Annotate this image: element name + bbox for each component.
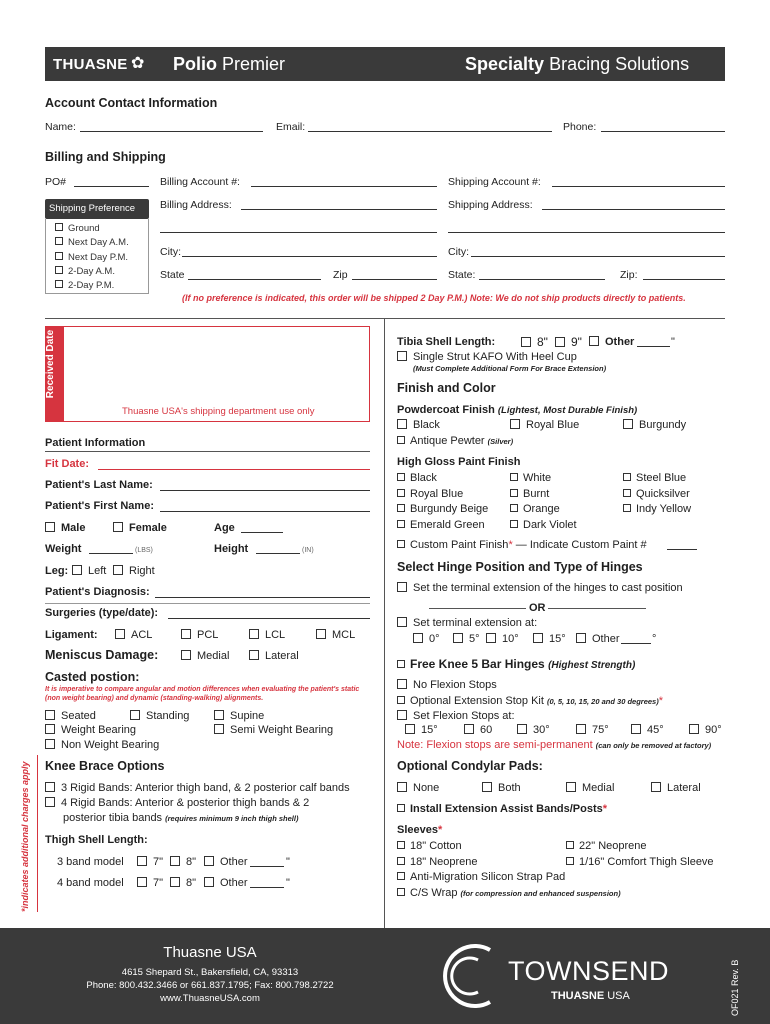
- po-field[interactable]: [74, 186, 149, 187]
- shipping-address-label: Shipping Address:: [448, 199, 533, 211]
- shipping-state-field[interactable]: [479, 279, 605, 280]
- phone-field[interactable]: [601, 131, 725, 132]
- shipping-address-field-2[interactable]: [448, 232, 725, 233]
- band4-inch-mark: ": [286, 877, 290, 889]
- semi-weight-bearing-checkbox[interactable]: Semi Weight Bearing: [214, 724, 333, 736]
- meniscus-label: Meniscus Damage:: [45, 648, 159, 662]
- billing-address-field[interactable]: [241, 209, 437, 210]
- shipping-account-label: Shipping Account #:: [448, 176, 541, 188]
- gloss-black-checkbox[interactable]: Black: [397, 471, 488, 487]
- last-name-label: Patient's Last Name:: [45, 479, 153, 491]
- male-checkbox[interactable]: Male: [45, 522, 85, 534]
- phone-label: Phone:: [563, 121, 597, 133]
- sleeves-col-2: [566, 839, 714, 870]
- no-flexion-checkbox[interactable]: No Flexion Stops: [397, 679, 497, 691]
- leg-left-checkbox[interactable]: Left: [72, 565, 106, 577]
- name-label: Name:: [45, 121, 76, 133]
- terminal-15-checkbox[interactable]: 15°: [533, 633, 566, 645]
- supine-checkbox[interactable]: Supine: [214, 710, 264, 722]
- sleeve-comfort-thigh-checkbox[interactable]: 1/16" Comfort Thigh Sleeve: [566, 855, 714, 871]
- four-band-checkbox[interactable]: 4 Rigid Bands: Anterior & posterior thigh bands & 2: [45, 797, 309, 809]
- shipping-address-field[interactable]: [542, 209, 725, 210]
- gloss-steel-blue-checkbox[interactable]: Steel Blue: [623, 471, 691, 487]
- three-band-checkbox[interactable]: 3 Rigid Bands: Anterior thigh band, & 2 posterior calf bands: [45, 782, 350, 794]
- shipping-zip-label: Zip:: [620, 269, 638, 281]
- billing-account-label: Billing Account #:: [160, 176, 240, 188]
- terminal-5-checkbox[interactable]: 5°: [453, 633, 480, 645]
- side-note: *indicates additional charges apply: [20, 761, 30, 912]
- casted-note: It is imperative to compare angular and motion differences when evaluating the patient's static (non weight bearing) and dynamic (standing-walking) alignments.: [45, 686, 360, 702]
- condylar-title: Optional Condylar Pads:: [397, 759, 543, 773]
- gloss-col-3: [623, 471, 691, 518]
- lcl-checkbox[interactable]: LCL: [249, 629, 285, 641]
- tibia-inch-mark: ": [671, 336, 675, 348]
- band3-label: 3 band model: [57, 856, 124, 868]
- condylar-medial-checkbox[interactable]: Medial: [566, 782, 614, 794]
- tibia-other-field[interactable]: [637, 346, 670, 347]
- seated-checkbox[interactable]: Seated: [45, 710, 96, 722]
- billing-zip-field[interactable]: [352, 279, 437, 280]
- meniscus-medial-checkbox[interactable]: Medial: [181, 650, 229, 662]
- leg-label: Leg:: [45, 565, 69, 577]
- powder-title: Powdercoat Finish (Lightest, Most Durable Finish): [397, 404, 638, 416]
- custom-paint-checkbox[interactable]: Custom Paint Finish* — Indicate Custom Paint #: [397, 539, 647, 551]
- single-strut-checkbox[interactable]: Single Strut KAFO With Heel Cup: [397, 351, 577, 363]
- billing-state-field[interactable]: [188, 279, 321, 280]
- footer-address: 4615 Shepard St., Bakersfield, CA, 93313: [121, 967, 299, 978]
- sleeve-cs-wrap-checkbox[interactable]: C/S Wrap (for compression and enhanced suspension): [397, 886, 621, 902]
- footer: [0, 928, 770, 1024]
- terminal-extension-checkbox[interactable]: Set terminal extension at:: [397, 617, 537, 629]
- powder-black-checkbox[interactable]: Black: [397, 419, 440, 431]
- brand-logo: THUASNE: [53, 56, 128, 73]
- tibia-other-checkbox[interactable]: Other: [589, 336, 634, 348]
- band4-other-checkbox[interactable]: Other: [204, 877, 248, 889]
- footer-brand-sub: THUASNE USA: [551, 990, 630, 1002]
- pref-next-day-pm[interactable]: Next Day P.M.: [55, 251, 129, 265]
- side-note-rule: [37, 755, 38, 912]
- single-strut-note: (Must Complete Additional Form For Brace Extension): [413, 364, 607, 373]
- billing-state-label: State: [160, 269, 185, 281]
- received-date-note: Thuasne USA's shipping department use only: [122, 406, 315, 417]
- shipping-note: (If no preference is indicated, this order will be shipped 2 Day P.M.) Note: We do not ship products directly to patients.: [182, 293, 686, 303]
- meniscus-lateral-checkbox[interactable]: Lateral: [249, 650, 299, 662]
- footer-brand: TOWNSEND: [508, 956, 670, 986]
- shipping-city-label: City:: [448, 246, 469, 258]
- sleeve-anti-migration-checkbox[interactable]: Anti-Migration Silicon Strap Pad: [397, 870, 621, 886]
- po-label: PO#: [45, 176, 67, 188]
- thigh-shell-title: Thigh Shell Length:: [45, 834, 148, 846]
- product-title: Polio Premier: [173, 54, 286, 74]
- flex-45-checkbox[interactable]: 45°: [631, 724, 664, 736]
- gloss-royal-blue-checkbox[interactable]: Royal Blue: [397, 487, 488, 503]
- condylar-none-checkbox[interactable]: None: [397, 782, 439, 794]
- band3-other-field[interactable]: [250, 866, 284, 867]
- band3-inch-mark: ": [286, 856, 290, 868]
- band4-label: 4 band model: [57, 877, 124, 889]
- footer-phone: Phone: 800.432.3466 or 661.837.1795; Fax: 800.798.2722: [86, 980, 334, 991]
- shipping-city-field[interactable]: [471, 256, 725, 257]
- sleeve-18-cotton-checkbox[interactable]: 18" Cotton: [397, 839, 621, 855]
- footer-company: Thuasne USA: [163, 944, 257, 961]
- shipping-state-label: State:: [448, 269, 476, 281]
- free-knee-checkbox[interactable]: Free Knee 5 Bar Hinges (Highest Strength): [397, 657, 635, 671]
- optional-extension-checkbox[interactable]: Optional Extension Stop Kit (0, 5, 10, 15, 20 and 30 degrees)*: [397, 695, 663, 707]
- flex-30-checkbox[interactable]: 30°: [517, 724, 550, 736]
- flexion-note: Note: Flexion stops are semi-permanent (can only be removed at factory): [397, 739, 712, 751]
- gloss-col-2: [510, 471, 577, 533]
- form-code: OF021 Rev. B: [730, 959, 740, 1016]
- band4-8-checkbox[interactable]: 8": [170, 877, 196, 889]
- tibia-8-checkbox[interactable]: 8": [521, 335, 548, 349]
- standing-checkbox[interactable]: Standing: [130, 710, 189, 722]
- pcl-checkbox[interactable]: PCL: [181, 629, 218, 641]
- gloss-quicksilver-checkbox[interactable]: Quicksilver: [623, 487, 691, 503]
- band4-7-checkbox[interactable]: 7": [137, 877, 163, 889]
- first-name-label: Patient's First Name:: [45, 500, 154, 512]
- gloss-emerald-green-checkbox[interactable]: Emerald Green: [397, 518, 488, 534]
- gloss-white-checkbox[interactable]: White: [510, 471, 577, 487]
- tibia-label: Tibia Shell Length:: [397, 336, 496, 348]
- terminal-0-checkbox[interactable]: 0°: [413, 633, 440, 645]
- sleeves-title: Sleeves*: [397, 824, 443, 836]
- sleeve-22-neoprene-checkbox[interactable]: 22" Neoprene: [566, 839, 714, 855]
- patient-info-title: Patient Information: [45, 437, 146, 449]
- band3-other-checkbox[interactable]: Other: [204, 856, 248, 868]
- height-field[interactable]: [256, 553, 300, 554]
- shipping-zip-field[interactable]: [643, 279, 725, 280]
- billing-title: Billing and Shipping: [45, 150, 166, 164]
- terminal-other-checkbox[interactable]: Other: [576, 633, 620, 645]
- gloss-burgundy-beige-checkbox[interactable]: Burgundy Beige: [397, 502, 488, 518]
- pref-2day-pm[interactable]: 2-Day P.M.: [55, 279, 129, 293]
- gloss-title: High Gloss Paint Finish: [397, 456, 521, 468]
- non-weight-bearing-checkbox[interactable]: Non Weight Bearing: [45, 739, 159, 751]
- condylar-both-checkbox[interactable]: Both: [482, 782, 521, 794]
- female-checkbox[interactable]: Female: [113, 522, 167, 534]
- flex-60-checkbox[interactable]: 60: [464, 724, 492, 736]
- billing-address-field-2[interactable]: [160, 232, 437, 233]
- billing-account-field[interactable]: [251, 186, 437, 187]
- or-label: OR: [529, 602, 546, 614]
- finish-title: Finish and Color: [397, 381, 496, 395]
- diagnosis-field[interactable]: [155, 597, 370, 598]
- footer-website[interactable]: www.ThuasneUSA.com: [160, 993, 260, 1004]
- weight-label: Weight: [45, 543, 82, 555]
- shipping-preference-list: [55, 222, 129, 293]
- four-band-cont: posterior tibia bands (requires minimum 9 inch thigh shell): [63, 812, 299, 824]
- townsend-logo-icon: [438, 940, 508, 1012]
- section-divider: [45, 318, 725, 319]
- custom-paint-field[interactable]: [667, 549, 697, 550]
- leg-right-checkbox[interactable]: Right: [113, 565, 155, 577]
- billing-zip-label: Zip: [333, 269, 348, 281]
- terminal-10-checkbox[interactable]: 10°: [486, 633, 519, 645]
- gloss-burnt-checkbox[interactable]: Burnt: [510, 487, 577, 503]
- lbs-unit: (LBS): [135, 547, 153, 554]
- flex-15-checkbox[interactable]: 15°: [405, 724, 438, 736]
- mcl-checkbox[interactable]: MCL: [316, 629, 355, 641]
- last-name-field[interactable]: [160, 490, 370, 491]
- band3-8-checkbox[interactable]: 8": [170, 856, 196, 868]
- powder-antique-checkbox[interactable]: Antique Pewter (Silver): [397, 435, 513, 447]
- set-flexion-checkbox[interactable]: Set Flexion Stops at:: [397, 710, 515, 722]
- install-bands-checkbox[interactable]: Install Extension Assist Bands/Posts*: [397, 803, 607, 815]
- flower-icon: ✿: [131, 55, 145, 72]
- gloss-col-1: [397, 471, 488, 533]
- pref-2day-am[interactable]: 2-Day A.M.: [55, 265, 129, 279]
- casted-label: Casted postion:: [45, 670, 140, 684]
- hinge-title: Select Hinge Position and Type of Hinges: [397, 560, 643, 574]
- fit-date-label: Fit Date:: [45, 458, 89, 470]
- ligament-label: Ligament:: [45, 629, 98, 641]
- email-field[interactable]: [308, 131, 552, 132]
- powder-burgundy-checkbox[interactable]: Burgundy: [623, 419, 686, 431]
- hinge-cast-checkbox[interactable]: Set the terminal extension of the hinges to cast position: [397, 582, 683, 594]
- account-title: Account Contact Information: [45, 96, 218, 110]
- shipping-account-field[interactable]: [552, 186, 725, 187]
- terminal-other-field[interactable]: [621, 643, 651, 644]
- email-label: Email:: [276, 121, 306, 133]
- billing-city-field[interactable]: [182, 256, 437, 257]
- flex-90-checkbox[interactable]: 90°: [689, 724, 722, 736]
- surgeries-field[interactable]: [168, 618, 370, 619]
- acl-checkbox[interactable]: ACL: [115, 629, 152, 641]
- section-title: Specialty Bracing Solutions: [465, 54, 690, 74]
- first-name-field[interactable]: [160, 511, 370, 512]
- diagnosis-label: Patient's Diagnosis:: [45, 586, 150, 598]
- gloss-orange-checkbox[interactable]: Orange: [510, 502, 577, 518]
- shipping-preference-tab: Shipping Preference: [45, 199, 149, 219]
- terminal-degree-mark: °: [652, 633, 657, 645]
- weight-bearing-checkbox[interactable]: Weight Bearing: [45, 724, 136, 736]
- billing-address-label: Billing Address:: [160, 199, 232, 211]
- billing-city-label: City:: [160, 246, 181, 258]
- surgeries-label: Surgeries (type/date):: [45, 607, 159, 619]
- condylar-lateral-checkbox[interactable]: Lateral: [651, 782, 701, 794]
- column-divider: [384, 318, 385, 928]
- received-date-label: Received Date: [45, 329, 56, 399]
- band4-other-field[interactable]: [250, 887, 284, 888]
- powder-royal-blue-checkbox[interactable]: Royal Blue: [510, 419, 579, 431]
- gloss-indy-yellow-checkbox[interactable]: Indy Yellow: [623, 502, 691, 518]
- weight-field[interactable]: [89, 553, 133, 554]
- header-banner: [45, 47, 725, 81]
- band3-7-checkbox[interactable]: 7": [137, 856, 163, 868]
- tibia-9-checkbox[interactable]: 9": [555, 335, 582, 349]
- pref-next-day-am[interactable]: Next Day A.M.: [55, 236, 129, 250]
- name-field[interactable]: [80, 131, 263, 132]
- in-unit: (IN): [302, 547, 314, 554]
- sleeve-18-neoprene-checkbox[interactable]: 18" Neoprene: [397, 855, 621, 871]
- age-label: Age: [214, 522, 235, 534]
- gloss-dark-violet-checkbox[interactable]: Dark Violet: [510, 518, 577, 534]
- knee-brace-title: Knee Brace Options: [45, 759, 165, 773]
- height-label: Height: [214, 543, 249, 555]
- age-field[interactable]: [241, 532, 283, 533]
- fit-date-field[interactable]: [98, 469, 370, 470]
- flex-75-checkbox[interactable]: 75°: [576, 724, 609, 736]
- pref-ground[interactable]: Ground: [55, 222, 129, 236]
